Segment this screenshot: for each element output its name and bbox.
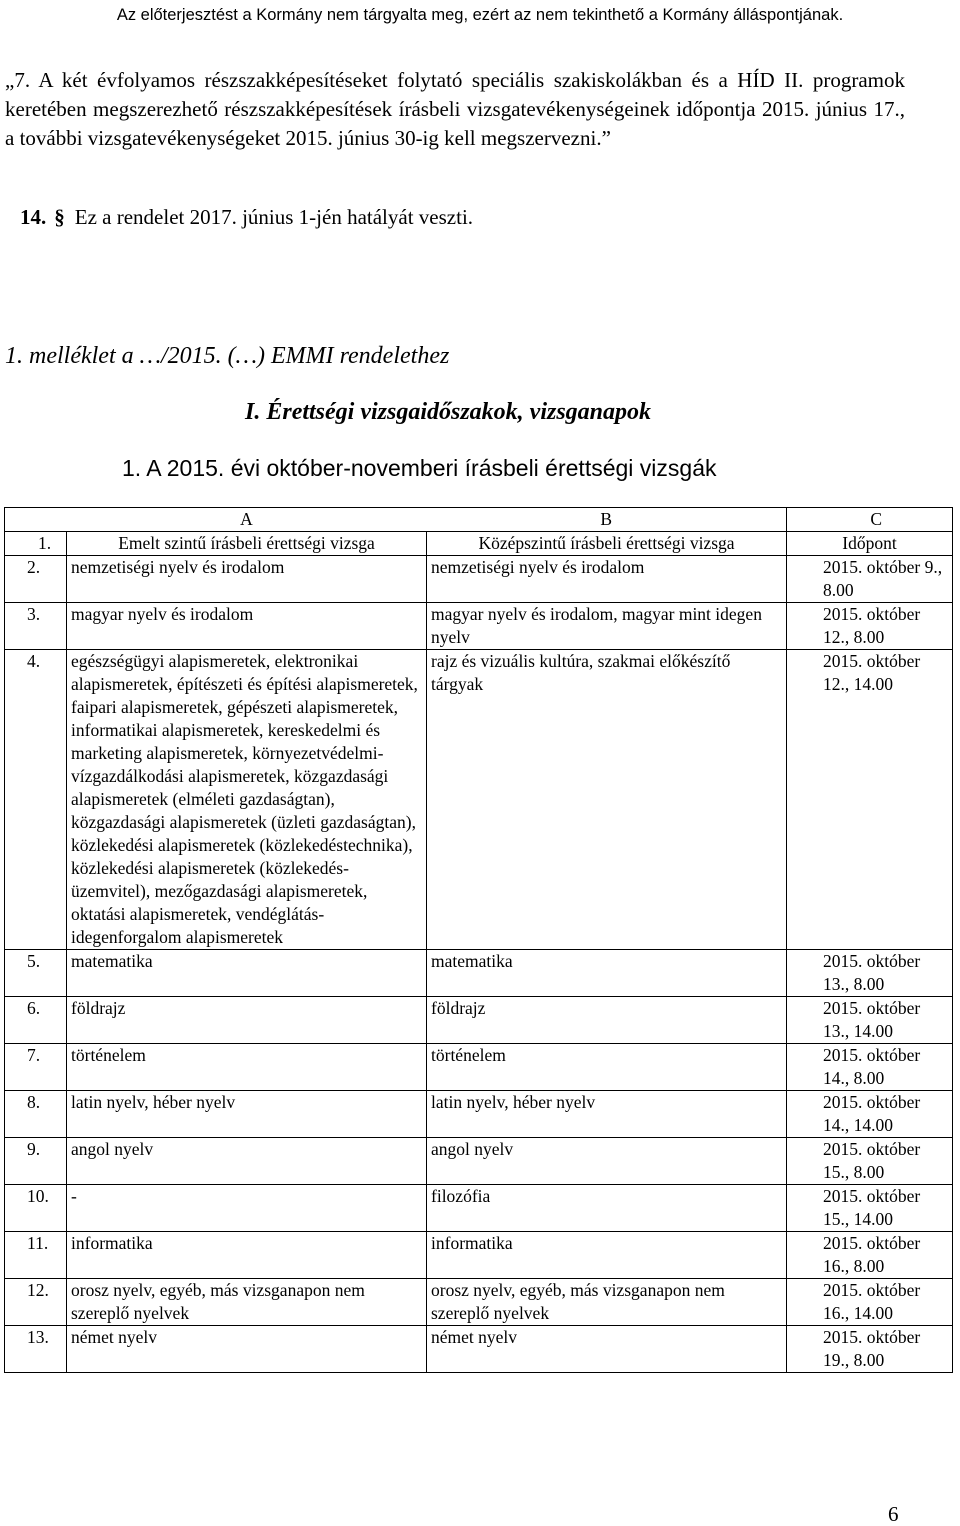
row-num: 7. xyxy=(5,1044,67,1091)
exam-schedule-table xyxy=(4,507,953,1373)
row-col-c: 2015. október 16., 14.00 xyxy=(787,1279,953,1326)
row-num: 6. xyxy=(5,997,67,1044)
column-letter-row xyxy=(5,508,953,532)
row-col-b: magyar nyelv és irodalom, magyar mint idegen nyelv xyxy=(427,603,787,650)
row-col-c: 2015. október 12., 14.00 xyxy=(787,650,953,950)
annex-title: 1. melléklet a …/2015. (…) EMMI rendelethez xyxy=(5,343,450,369)
table-body xyxy=(5,508,953,1373)
header-num: 1. xyxy=(5,532,67,556)
table-row xyxy=(5,950,953,997)
row-col-c: 2015. október 13., 14.00 xyxy=(787,997,953,1044)
row-col-a: egészségügyi alapismeretek, elektronikai alapismeretek, építészeti és építési alapismeretek, faipari alapismeretek, gépészeti alapismeretek, informatikai alapismeretek, kereskedelmi és marketing alapismeretek, környezetvédelmi-vízgazdálkodási alapismeretek, közgazdasági alapismeretek (elméleti gazdaságtan), közgazdasági alapismeretek (üzleti gazdaságtan), közlekedési alapismeretek (közlekedéstechnika), közlekedési alapismeretek (közlekedés-üzemvitel), mezőgazdasági alapismeretek, oktatási alapismeretek, vendéglátás-idegenforgalom alapismeretek xyxy=(67,650,427,950)
letter-cell-b: B xyxy=(427,508,787,532)
row-col-c: 2015. október 14., 8.00 xyxy=(787,1044,953,1091)
table-row xyxy=(5,1232,953,1279)
row-col-a: földrajz xyxy=(67,997,427,1044)
row-col-a: angol nyelv xyxy=(67,1138,427,1185)
row-col-b: matematika xyxy=(427,950,787,997)
section-14 xyxy=(20,203,473,232)
row-num: 4. xyxy=(5,650,67,950)
row-col-b: informatika xyxy=(427,1232,787,1279)
table-header-row xyxy=(5,532,953,556)
table-row xyxy=(5,603,953,650)
row-col-a: matematika xyxy=(67,950,427,997)
row-num: 3. xyxy=(5,603,67,650)
letter-cell-empty xyxy=(5,508,67,532)
table-row xyxy=(5,997,953,1044)
row-col-c: 2015. október 19., 8.00 xyxy=(787,1326,953,1373)
row-col-b: nemzetiségi nyelv és irodalom xyxy=(427,556,787,603)
chapter-title: I. Érettségi vizsgaidőszakok, vizsganapok xyxy=(245,399,652,425)
header-col-b: Középszintű írásbeli érettségi vizsga xyxy=(427,532,787,556)
letter-cell-c: C xyxy=(787,508,953,532)
row-col-b: filozófia xyxy=(427,1185,787,1232)
page-number: 6 xyxy=(888,1502,899,1526)
section-symbol: § xyxy=(54,205,65,229)
letter-cell-a: A xyxy=(67,508,427,532)
table-row xyxy=(5,650,953,950)
row-col-c: 2015. október 15., 14.00 xyxy=(787,1185,953,1232)
row-col-b: történelem xyxy=(427,1044,787,1091)
row-num: 12. xyxy=(5,1279,67,1326)
row-col-a: német nyelv xyxy=(67,1326,427,1373)
row-col-a: nemzetiségi nyelv és irodalom xyxy=(67,556,427,603)
row-col-c: 2015. október 15., 8.00 xyxy=(787,1138,953,1185)
row-col-c: 2015. október 14., 14.00 xyxy=(787,1091,953,1138)
row-col-c: 2015. október 12., 8.00 xyxy=(787,603,953,650)
row-col-c: 2015. október 16., 8.00 xyxy=(787,1232,953,1279)
row-num: 2. xyxy=(5,556,67,603)
table-row xyxy=(5,1138,953,1185)
row-col-b: angol nyelv xyxy=(427,1138,787,1185)
header-col-a: Emelt szintű írásbeli érettségi vizsga xyxy=(67,532,427,556)
row-col-b: földrajz xyxy=(427,997,787,1044)
row-col-a: - xyxy=(67,1185,427,1232)
paragraph-7: „7. A két évfolyamos részszakképesítéseket folytató speciális szakiskolákban és a HÍD II. programok keretében megszerezhető részszakképesítések írásbeli vizsgatevékenységeinek időpontja 2015. június 17., a további vizsgatevékenységeket 2015. június 30-ig kell megszervezni.” xyxy=(5,68,905,150)
row-num: 10. xyxy=(5,1185,67,1232)
row-col-a: magyar nyelv és irodalom xyxy=(67,603,427,650)
section-text: Ez a rendelet 2017. június 1-jén hatályát veszti. xyxy=(74,205,474,229)
table-row xyxy=(5,1279,953,1326)
header-col-c: Időpont xyxy=(787,532,953,556)
table-row xyxy=(5,1044,953,1091)
header-note: Az előterjesztést a Kormány nem tárgyalta meg, ezért az nem tekinthető a Kormány álláspontjának. xyxy=(116,6,844,24)
row-col-b: rajz és vizuális kultúra, szakmai előkészítő tárgyak xyxy=(427,650,787,950)
row-num: 11. xyxy=(5,1232,67,1279)
row-col-a: történelem xyxy=(67,1044,427,1091)
row-col-c: 2015. október 9., 8.00 xyxy=(787,556,953,603)
table-row xyxy=(5,1091,953,1138)
row-col-c: 2015. október 13., 8.00 xyxy=(787,950,953,997)
row-col-a: latin nyelv, héber nyelv xyxy=(67,1091,427,1138)
section-number: 14. xyxy=(20,205,47,229)
table-row xyxy=(5,1185,953,1232)
row-col-b: orosz nyelv, egyéb, más vizsganapon nem szereplő nyelvek xyxy=(427,1279,787,1326)
table-row xyxy=(5,556,953,603)
row-num: 5. xyxy=(5,950,67,997)
table-row xyxy=(5,1326,953,1373)
row-col-b: német nyelv xyxy=(427,1326,787,1373)
row-num: 13. xyxy=(5,1326,67,1373)
sub-title: 1. A 2015. évi október-novemberi írásbeli érettségi vizsgák xyxy=(122,455,717,481)
row-col-a: orosz nyelv, egyéb, más vizsganapon nem szereplő nyelvek xyxy=(67,1279,427,1326)
row-col-b: latin nyelv, héber nyelv xyxy=(427,1091,787,1138)
row-num: 8. xyxy=(5,1091,67,1138)
row-col-a: informatika xyxy=(67,1232,427,1279)
row-num: 9. xyxy=(5,1138,67,1185)
